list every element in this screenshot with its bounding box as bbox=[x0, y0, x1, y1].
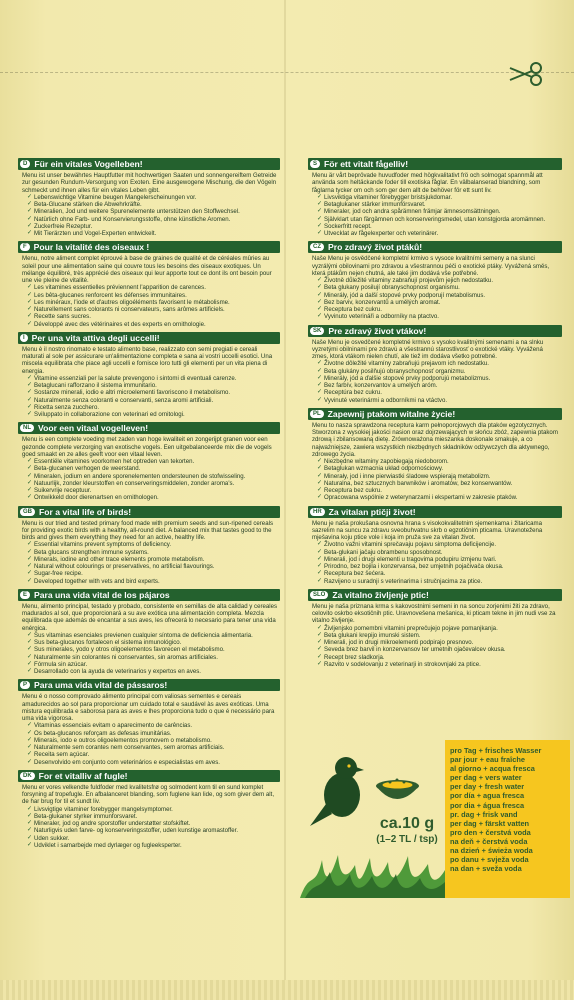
benefit-item: ✓ Naturligvis uden farve- og konserveringsstoffer, uden kunstige aromastoffer. bbox=[28, 827, 278, 834]
benefit-item: ✓ Sugar-free recipe. bbox=[28, 570, 278, 577]
benefit-item: ✓ Fórmula sin azúcar. bbox=[28, 661, 278, 668]
benefit-item: ✓ Naturalmente sem corantes nem conservantes, sem aromas artificiais. bbox=[28, 744, 278, 751]
section-body bbox=[18, 691, 280, 766]
benefit-item: ✓ Minerali, jod i drugi elementi u tragovima podupiru izmjenu tvari. bbox=[318, 556, 560, 563]
section-s bbox=[308, 158, 562, 237]
feeding-line: pro Tag + frisches Wasser bbox=[450, 746, 542, 755]
section-header bbox=[308, 589, 562, 601]
section-title: Para una vida vital de los pájaros bbox=[34, 589, 170, 600]
benefit-list bbox=[22, 458, 278, 502]
benefit-item: ✓ Životně důležité vitaminy zabraňují projevům jejich nedostatku. bbox=[318, 277, 560, 284]
dose-amount: ca.10 g bbox=[379, 815, 435, 832]
section-body bbox=[308, 518, 562, 585]
left-column bbox=[18, 158, 280, 853]
benefit-item: ✓ Receptúra bez cukru. bbox=[318, 389, 560, 396]
section-body bbox=[308, 337, 562, 404]
benefit-item: ✓ Os beta-glucanos reforçam as defesas imunitárias. bbox=[28, 730, 278, 737]
benefit-item: ✓ Vitamine essenziali per la salute prevengono i sintomi di eventuali carenze. bbox=[28, 375, 278, 382]
section-title: Zapewnij ptakom witalne życie! bbox=[327, 408, 456, 419]
benefit-item: ✓ Les bêta-glucanes renforcent les défenses immunitaires. bbox=[28, 292, 278, 299]
grass-illustration bbox=[300, 850, 445, 898]
benefit-list bbox=[22, 632, 278, 676]
benefit-item: ✓ Zuckerfreie Rezeptur. bbox=[28, 223, 278, 230]
section-header bbox=[308, 506, 562, 518]
section-pl bbox=[308, 408, 562, 502]
benefit-list bbox=[22, 194, 278, 238]
benefit-item: ✓ Naturellement sans colorants ni conservateurs, sans arômes artificiels. bbox=[28, 306, 278, 313]
benefit-item: ✓ Beta glukány posilňujú obranyschopnosť organizmu. bbox=[318, 368, 560, 375]
benefit-item: ✓ Ontwikkeld door dierenartsen en ornithologen. bbox=[28, 494, 278, 501]
benefit-item: ✓ Natuurlijk, zonder kleurstoffen en conserveringsmiddelen, zonder aroma's. bbox=[28, 480, 278, 487]
benefit-item: ✓ Beta glucans strengthen immune systems. bbox=[28, 549, 278, 556]
benefit-item: ✓ Mineraler, jod og andre sporstoffer understøtter stofskiftet. bbox=[28, 820, 278, 827]
section-i bbox=[18, 332, 280, 419]
benefit-list bbox=[312, 194, 560, 238]
feeding-line: al giorno + acqua fresca bbox=[450, 764, 535, 774]
feeding-line: na dzień + świeża woda bbox=[450, 846, 533, 856]
right-column bbox=[308, 158, 562, 672]
benefit-item: ✓ Sus vitaminas esenciales previenen cualquier síntoma de deficiencia alimentaria. bbox=[28, 632, 278, 639]
section-intro: Naše Menu je osvedčené kompletné krmivo s vysoko kvalitnými semenami a na slnku vyzretými obilninami pre zdravú a všestrannú starostlivosť o exotické vtáky. Vyvážená zmes, ktorá vtákom nielen chutí, ale tiež im dodáva všetko potrebné. bbox=[312, 338, 544, 360]
benefit-item: ✓ Sviluppato in collaborazione con veterinari ed ornitologi. bbox=[28, 411, 278, 418]
feeding-line: par jour + eau fraîche bbox=[450, 755, 525, 765]
benefit-item: ✓ Življenjsko pomembni vitamini preprečujejo pojave pomanjkanja. bbox=[318, 625, 560, 632]
section-d bbox=[18, 158, 280, 237]
benefit-list bbox=[312, 625, 560, 669]
benefit-item: ✓ Natürlich ohne Farb- und Konservierungsstoffe, ohne künstliche Aromen. bbox=[28, 216, 278, 223]
benefit-item: ✓ Sockerfritt recept. bbox=[318, 223, 560, 230]
section-body bbox=[308, 420, 562, 502]
feeding-line: pr. dag + frisk vand bbox=[450, 809, 518, 819]
benefit-item: ✓ Životne dôležité vitamíny zabraňujú prejavom ich nedostatku. bbox=[318, 360, 560, 367]
benefit-item: ✓ Livsviktiga vitaminer förebygger bristsjukdomar. bbox=[318, 194, 560, 201]
bottom-seal bbox=[0, 980, 574, 1000]
section-header bbox=[308, 325, 562, 337]
section-f bbox=[18, 241, 280, 328]
benefit-item: ✓ Vyvinuté veterinármi a odborníkmi na vtáctvo. bbox=[318, 397, 560, 404]
feeding-line: per day + fresh water bbox=[450, 782, 525, 792]
scissors-icon bbox=[506, 60, 546, 88]
section-intro: Menu er vores velkendte fuldfoder med kvalitetsfrø og solmodent korn til en sund komplet forsyning af tropefugle. En afbalanceret blanding, som fuglene kan lide, og som giver dem alt, de har brug for til et sundt liv. bbox=[22, 783, 275, 806]
language-badge: SLO bbox=[310, 591, 328, 599]
section-header bbox=[18, 332, 280, 344]
benefit-item: ✓ Recette sans sucres. bbox=[28, 313, 278, 320]
benefit-item: ✓ Životno važni vitamini sprečavaju pojavu simptoma deficijencije. bbox=[318, 541, 560, 548]
section-body bbox=[18, 344, 280, 419]
section-body bbox=[308, 253, 562, 320]
language-badge: DK bbox=[20, 772, 35, 780]
benefit-item: ✓ Beta-glukani jačaju obrambenu sposobnost. bbox=[318, 549, 560, 556]
benefit-item: ✓ Uden sukker. bbox=[28, 835, 278, 842]
benefit-item: ✓ Livsvigtige vitaminer forebygger mangelsymptomer. bbox=[28, 806, 278, 813]
benefit-item: ✓ Razvijeno u suradnji s veterinarima i stručnjacima za ptice. bbox=[318, 578, 560, 585]
benefit-item: ✓ Les vitamines essentielles préviennent l'apparition de carences. bbox=[28, 284, 278, 291]
benefit-list bbox=[312, 458, 560, 502]
benefit-item: ✓ Desarrollado con la ayuda de veterinarios y expertos en aves. bbox=[28, 668, 278, 675]
benefit-list bbox=[312, 277, 560, 321]
benefit-item: ✓ Minerais, iodo e outros oligoelementos promovem o metabolismo. bbox=[28, 737, 278, 744]
section-header bbox=[308, 408, 562, 420]
feeding-line: por dia + água fresca bbox=[450, 800, 525, 810]
section-dk bbox=[18, 770, 280, 849]
benefit-item: ✓ Recept brez sladkorja. bbox=[318, 654, 560, 661]
section-intro: Menu is our tried and tested primary food made with premium seeds and sun-ripened cereals for providing exotic birds with a healthy, all-round diet. A balanced mix that tastes good to the birds and gives them everything they need for an active, healthy life. bbox=[22, 519, 273, 541]
bird-icon bbox=[302, 740, 374, 830]
section-header bbox=[18, 158, 280, 170]
benefit-item: ✓ Minerały, jod i inne pierwiastki śladowe wspierają metabolizm. bbox=[318, 473, 560, 480]
benefit-item: ✓ Suikervrije receptuur. bbox=[28, 487, 278, 494]
benefit-item: ✓ Mineraler, jod och andra spårämnen främjar ämnesomsättningen. bbox=[318, 208, 560, 215]
benefit-item: ✓ Razvito v sodelovanju z veterinarji in strokovnjaki za ptice. bbox=[318, 661, 560, 668]
benefit-item: ✓ Niezbędne witaminy zapobiegają niedoborom. bbox=[318, 458, 560, 465]
center-seam bbox=[284, 0, 286, 1000]
section-intro: Menu é o nosso comprovado alimento principal com valiosas sementes e cereais amadurecidos ao sol para proporcionar um cuidado total e saudável às aves exóticas. Uma mistura equilibrada e saborosa para as aves e lhes proporciona tudo o que é necessário para uma vida vigorosa. bbox=[22, 693, 275, 722]
feeding-line: pro den + čerstvá voda bbox=[450, 827, 531, 837]
section-intro: Naše Menu je osvědčené kompletní krmivo s vysoce kvalitními semeny a na slunci vyzrálými obilovinami pro zdravou a všestrannou péči o exotické ptáky. Vyvážená směs, která ptákům nejen chutná, ale také jim dodává vše potřebné. bbox=[312, 255, 550, 277]
benefit-item: ✓ Receptura bez šećera. bbox=[318, 570, 560, 577]
section-body bbox=[18, 253, 280, 328]
benefit-list bbox=[22, 375, 278, 419]
section-header bbox=[18, 422, 280, 434]
benefit-item: ✓ Naturalmente senza coloranti e conservanti, senza aromi artificiali. bbox=[28, 397, 278, 404]
benefit-list bbox=[22, 284, 278, 328]
benefit-list bbox=[312, 360, 560, 404]
language-badge: GB bbox=[20, 508, 35, 516]
section-header bbox=[308, 241, 562, 253]
language-badge: SK bbox=[310, 327, 324, 335]
section-body bbox=[18, 434, 280, 501]
section-title: Per una vita attiva degli uccelli! bbox=[31, 332, 160, 343]
benefit-item: ✓ Sus beta-glucanos fortalecen el sistema inmunológico. bbox=[28, 639, 278, 646]
section-body bbox=[308, 170, 562, 237]
benefit-item: ✓ Beta-glukaner styrker immunforsvaret. bbox=[28, 813, 278, 820]
benefit-item: ✓ Receita sem açúcar. bbox=[28, 751, 278, 758]
section-header bbox=[18, 506, 280, 518]
benefit-item: ✓ Developed together with vets and bird experts. bbox=[28, 578, 278, 585]
section-hr bbox=[308, 506, 562, 585]
benefit-item: ✓ Vitaminas essenciais evitam o aparecimento de carências. bbox=[28, 722, 278, 729]
benefit-item: ✓ Mineralien, Jod und weitere Spurenelemente unterstützen den Stoffwechsel. bbox=[28, 208, 278, 215]
benefit-item: ✓ Vyvinuto veterináři a odborníky na ptactvo. bbox=[318, 313, 560, 320]
benefit-item: ✓ Naturalmente sin colorantes ni conservantes, sin aromas artificiales. bbox=[28, 654, 278, 661]
section-cz bbox=[308, 241, 562, 320]
section-intro: Menu är vårt beprövade huvudfoder med högkvalitativt frö och solmogat spannmål att använda som heltäckande foder till exotiska fåglar. En välbalanserad blandning, som fåglarna tycker om och som ger dem allt de behöver för ett sunt liv. bbox=[312, 172, 543, 194]
benefit-item: ✓ Mit Tierärzten und Vogel-Experten entwickelt. bbox=[28, 230, 278, 237]
language-badge: CZ bbox=[310, 243, 324, 251]
bowl-icon bbox=[370, 770, 425, 810]
section-intro: Menu è il nostro rinomato e testato alimento base, realizzato con semi pregiati e cereali maturati al sole per assicurare un'alimentazione completa e sana ai vostri uccelli esotici. Una miscela equilibrata che piace agli uccelli e fornisce loro tutti gli elementi per un vita piena di energia. bbox=[22, 345, 273, 375]
benefit-item: ✓ Natural without colourings or preservatives, no artificial flavourings. bbox=[28, 563, 278, 570]
benefit-item: ✓ Essentiële vitamines voorkomen het optreden van tekorten. bbox=[28, 458, 278, 465]
section-title: Za vitalno življenje ptic! bbox=[332, 589, 429, 600]
section-title: For et vitalliv af fugle! bbox=[38, 770, 128, 781]
benefit-item: ✓ Sus minerales, yodo y otros oligoelementos favorecen el metabolismo. bbox=[28, 646, 278, 653]
benefit-item: ✓ Bez barviv, konzervantů a umělých aromat. bbox=[318, 299, 560, 306]
section-header bbox=[18, 770, 280, 782]
benefit-item: ✓ Essential vitamins prevent symptoms of deficiency. bbox=[28, 541, 278, 548]
benefit-item: ✓ Receptura bez cukru. bbox=[318, 306, 560, 313]
benefit-item: ✓ Beta glukani krepijo imunski sistem. bbox=[318, 632, 560, 639]
language-badge: P bbox=[20, 681, 30, 689]
language-badge: PL bbox=[310, 410, 324, 418]
language-badge: E bbox=[20, 591, 30, 599]
section-gb bbox=[18, 506, 280, 585]
benefit-item: ✓ Développé avec des vétérinaires et des experts en ornithologie. bbox=[28, 321, 278, 328]
section-body bbox=[18, 170, 280, 237]
section-intro: Menu to nasza sprawdzona receptura karm pełnoporcjowych dla ptaków egzotycznych. Stworzona z wysokiej jakości nasion oraz dojrzewających w słońcu zbóż, zapewnia ptakom zdrową i zbilansowaną dietę. Zrównoważona mieszanka doskonale smakuje, a co najważniejsze, zawiera wszystkich niezbędnych składników odżywczych dla aktywnego, zdrowego życia. bbox=[312, 421, 558, 458]
benefit-item: ✓ Minerali, jod in drugi mikroelementi podpirajo presnovo. bbox=[318, 639, 560, 646]
benefit-list bbox=[22, 722, 278, 766]
benefit-list bbox=[22, 806, 278, 850]
feeding-lines bbox=[445, 740, 570, 873]
benefit-item: ✓ Les minéraux, l'iode et d'autres oligoéléments favorisent le métabolisme. bbox=[28, 299, 278, 306]
section-intro: Menu ist unser bewährtes Hauptfutter mit hochwertigen Saaten und sonnengereiftem Getreide zur gesunden Rundum-Versorgung von Exoten. Eine ausgewogene Mischung, die den Vögeln schmeckt und ihnen alles für ein vitales Leben gibt. bbox=[22, 172, 277, 194]
benefit-item: ✓ Opracowana wspólnie z weterynarzami i ekspertami w zakresie ptaków. bbox=[318, 494, 560, 501]
benefit-item: ✓ Minerály, jód a další stopové prvky podporují metabolismus. bbox=[318, 292, 560, 299]
section-title: Für ein vitales Vogelleben! bbox=[34, 159, 143, 169]
section-header bbox=[18, 679, 280, 691]
section-intro: Menu je naša prokušana osnovna hrana s visokokvalitetnim sjemenkama i žitaricama sazrelim na suncu za zdravu sveobuhvatnu skrb o egzotičnim pticama. Uravnotežena mješavina koju ptice vole i koja im pruža sve za vitalan život. bbox=[312, 519, 543, 541]
benefit-item: ✓ Beta glukany posilují obranyschopnost organismu. bbox=[318, 284, 560, 291]
benefit-item: ✓ Prirodno, bez bojila i konzervansa, bez umjetnih pojačivača okusa. bbox=[318, 563, 560, 570]
benefit-item: ✓ Sostanze minerali, iodio e altri microelementi favoriscono il metabolismo. bbox=[28, 389, 278, 396]
section-p bbox=[18, 679, 280, 766]
section-title: Za vitalan ptičji život! bbox=[328, 506, 416, 517]
section-slo bbox=[308, 589, 562, 668]
benefit-item: ✓ Betaglucani rafforzano il sistema immunitario. bbox=[28, 382, 278, 389]
section-header bbox=[18, 589, 280, 601]
benefit-list bbox=[312, 541, 560, 585]
section-title: Voor een vitaal vogelleven! bbox=[38, 423, 149, 434]
section-body bbox=[18, 782, 280, 849]
cut-line bbox=[0, 72, 574, 73]
feeding-line: per dag + färskt vatten bbox=[450, 818, 530, 828]
feeding-line: na deň + čerstvá voda bbox=[450, 836, 528, 846]
dose-label bbox=[372, 815, 442, 847]
section-sk bbox=[308, 325, 562, 404]
section-body bbox=[308, 601, 562, 668]
benefit-item: ✓ Beta-Glucane stärken die Abwehrkräfte. bbox=[28, 201, 278, 208]
dose-spoons: (1–2 TL / tsp) bbox=[376, 834, 438, 845]
section-title: For a vital life of birds! bbox=[39, 506, 132, 517]
section-title: Para uma vida vital de pássaros! bbox=[34, 680, 168, 691]
section-intro: Menu is een complete voeding met zaden van hoge kwaliteit en zongerijpt granen voor een gezonde complete verzorging van exotische vogels. Een uitgebalanceerde mix die de vogels goed smaakt en ze alles geeft voor een vitaal leven. bbox=[22, 436, 272, 458]
language-badge: F bbox=[20, 243, 30, 251]
benefit-item: ✓ Minerals, iodine and other trace elements promote metabolism. bbox=[28, 556, 278, 563]
benefit-item: ✓ Beta-glucanen verhogen de weerstand. bbox=[28, 465, 278, 472]
language-badge: I bbox=[20, 334, 28, 342]
benefit-item: ✓ Utvecklat av fågelexperter och veterinärer. bbox=[318, 230, 560, 237]
section-title: För ett vitalt fågelliv! bbox=[324, 159, 409, 169]
benefit-item: ✓ Ricetta senza zucchero. bbox=[28, 404, 278, 411]
feeding-line: na dan + sveža voda bbox=[450, 864, 522, 874]
section-intro: Menu, alimento principal, testado y probado, consistente en semillas de alta calidad y cereales madurados al sol, que proporcionará a su ave exótica una alimentación completa. Mezcla equilibrada que además de encantar a sus aves, les ofrecerá lo necesario para tener una vida enérgica. bbox=[22, 602, 278, 632]
language-badge: HR bbox=[310, 508, 325, 516]
benefit-item: ✓ Bez farbív, konzervantov a umelých aróm. bbox=[318, 382, 560, 389]
benefit-item: ✓ Minerály, jód a ďalšie stopové prvky podporujú metabolizmus. bbox=[318, 375, 560, 382]
section-intro: Menu, notre aliment complet éprouvé à base de graines de qualité et de céréales mûries au soleil pour une alimentation saine qui couvre tous les besoins des oiseaux exotiques. Un mélange équilibré, très apprécié des oiseaux qui leur apporte tout ce dont ils ont besoin pour une vie pleine de vitalité. bbox=[22, 255, 272, 284]
feeding-line: por día + agua fresca bbox=[450, 791, 525, 801]
section-nl bbox=[18, 422, 280, 501]
benefit-item: ✓ Betaglukaner stärker immunförsvaret. bbox=[318, 201, 560, 208]
benefit-item: ✓ Receptura bez cukru. bbox=[318, 487, 560, 494]
section-body bbox=[18, 601, 280, 676]
section-title: Pour la vitalité des oiseaux ! bbox=[33, 242, 150, 253]
section-header bbox=[308, 158, 562, 170]
benefit-item: ✓ Naturalna, bez sztucznych barwników i aromatów, bez konserwantów. bbox=[318, 480, 560, 487]
benefit-item: ✓ Udviklet i samarbejde med dyrlæger og fugleeksperter. bbox=[28, 842, 278, 849]
section-title: Pre zdravý život vtákov! bbox=[328, 325, 427, 336]
benefit-item: ✓ Mineralen, jodium en andere sporenelementen ondersteunen de stofwisseling. bbox=[28, 473, 278, 480]
language-badge: NL bbox=[20, 424, 34, 432]
benefit-item: ✓ Desenvolvido em conjunto com veterinários e especialistas em aves. bbox=[28, 759, 278, 766]
section-header bbox=[18, 241, 280, 253]
benefit-list bbox=[22, 541, 278, 585]
section-body bbox=[18, 518, 280, 585]
language-badge: S bbox=[310, 160, 320, 168]
feeding-line: per dag + vers water bbox=[450, 773, 522, 783]
language-badge: D bbox=[20, 160, 30, 168]
benefit-item: ✓ Självklart utan färgämnen och konserveringsmedel, utan konstgjorda aromämnen. bbox=[318, 216, 560, 223]
section-title: Pro zdravý život ptáků! bbox=[328, 242, 423, 253]
section-e bbox=[18, 589, 280, 676]
feeding-line: po danu + svježa voda bbox=[450, 855, 529, 865]
benefit-item: ✓ Seveda brez barvil in konzervansov ter umetnih ojačevalcev okusa. bbox=[318, 646, 560, 653]
benefit-item: ✓ Betaglukan wzmacnia układ odpornościowy. bbox=[318, 465, 560, 472]
section-intro: Menu je naša priznana krma s kakovostnimi semeni in na soncu zorjenimi žiti za zdravo, celovito oskrbo eksotičnih ptic. Uravnovešena mešanica, ki pticam tekne in jim nudi vse za vitalno življenje. bbox=[312, 602, 556, 625]
feeding-panel bbox=[445, 740, 570, 898]
benefit-item: ✓ Lebenswichtige Vitamine beugen Mangelerscheinungen vor. bbox=[28, 194, 278, 201]
